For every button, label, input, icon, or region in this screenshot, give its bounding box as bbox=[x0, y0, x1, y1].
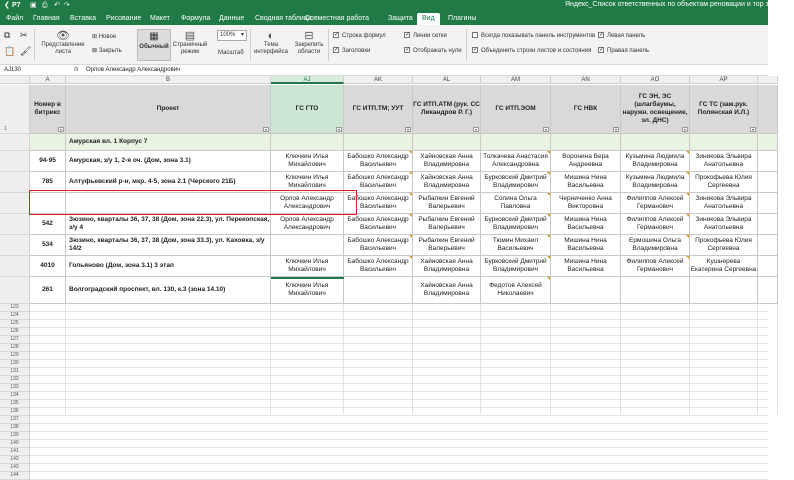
comment-marker bbox=[547, 214, 550, 217]
copy-icon[interactable]: ⧉ bbox=[4, 30, 11, 40]
grid-line bbox=[30, 367, 768, 368]
table-cell-b[interactable]: Волгоградский проспект, вл. 130, к.3 (зона 14.10) bbox=[66, 277, 271, 304]
header-cell-ap[interactable]: ГС ТС (зам.рук. Полянская И.Л.) bbox=[690, 85, 758, 134]
column-header-AO[interactable]: AO bbox=[621, 76, 690, 84]
interface-theme-button[interactable] bbox=[252, 30, 290, 56]
table-cell-aj[interactable]: Орлов Александр Александрович bbox=[271, 214, 344, 235]
table-cell-ak[interactable]: Бабошко Александр Васильевич bbox=[344, 235, 413, 256]
grid-line bbox=[30, 311, 768, 312]
row-header-128[interactable]: 128 bbox=[0, 344, 30, 352]
comment-marker bbox=[686, 193, 689, 196]
table-cell-ap[interactable] bbox=[690, 277, 758, 304]
filter-dropdown-icon[interactable]: ▾ bbox=[683, 127, 686, 132]
normal-view-icon: ▦ bbox=[149, 31, 159, 42]
grid-column-line bbox=[550, 304, 551, 414]
theme-label: Тема интерфейса bbox=[254, 42, 288, 55]
table-cell-aq[interactable] bbox=[758, 151, 778, 172]
table-cell-a[interactable]: 542 bbox=[30, 214, 66, 235]
header-cell-ao[interactable]: ГС ЭН, ЭС (шлагбаумы, наружн. освещение, эл. ДНС) bbox=[621, 85, 690, 134]
row-header[interactable] bbox=[0, 277, 30, 304]
zoom-select[interactable] bbox=[217, 30, 247, 41]
page-break-label: Страничный режим bbox=[172, 42, 208, 55]
table-cell-b[interactable]: Амурская вл. 1 Корпус 7 bbox=[66, 134, 271, 151]
table-cell-ap[interactable]: Зиникова Эльвира Анатольевна bbox=[690, 193, 758, 214]
row-header-127[interactable]: 127 bbox=[0, 336, 30, 344]
gridlines-checkbox[interactable]: ✓ Линии сетки bbox=[405, 32, 447, 39]
table-cell-am[interactable]: Бурковский Дмитрий Владимирович bbox=[481, 214, 551, 235]
table-cell-ao[interactable]: Ермошина Ольга Владимировна bbox=[621, 235, 690, 256]
row-header-124[interactable]: 124 bbox=[0, 312, 30, 320]
table-cell-an[interactable] bbox=[551, 134, 621, 151]
undo-icon[interactable]: ↶ bbox=[54, 2, 60, 9]
table-cell-al[interactable] bbox=[413, 134, 481, 151]
grid-line bbox=[30, 399, 768, 400]
grid-line bbox=[30, 431, 768, 432]
table-cell-aq[interactable] bbox=[758, 172, 778, 193]
table-cell-an[interactable] bbox=[551, 277, 621, 304]
table-cell-an[interactable]: Мишина Нина Васильевна bbox=[551, 214, 621, 235]
table-cell-am[interactable]: Солина Ольга Павловна bbox=[481, 193, 551, 214]
grid-line bbox=[30, 423, 768, 424]
column-header-AM[interactable]: AM bbox=[481, 76, 551, 84]
grid-column-line bbox=[777, 304, 778, 414]
grid-line bbox=[30, 327, 768, 328]
freeze-panes-button[interactable] bbox=[292, 30, 326, 56]
table-cell-a[interactable] bbox=[30, 193, 66, 214]
filter-dropdown-icon[interactable]: ▾ bbox=[264, 127, 267, 132]
grid-line bbox=[30, 463, 768, 464]
filter-dropdown-icon[interactable]: ▾ bbox=[406, 127, 409, 132]
table-cell-ak[interactable]: Бабошко Александр Васильевич bbox=[344, 172, 413, 193]
right-panel-checkbox[interactable]: ✓ Правая панель bbox=[599, 47, 650, 54]
table-cell-al[interactable]: Хайновская Анна Владимировна bbox=[413, 172, 481, 193]
eye-icon: 👁 bbox=[56, 30, 70, 42]
table-cell-a[interactable] bbox=[30, 134, 66, 151]
header-cell-ak[interactable]: ГС ИТП.ТМ; УУТ bbox=[344, 85, 413, 134]
column-header-A[interactable]: A bbox=[30, 76, 66, 84]
column-header-B[interactable]: B bbox=[66, 76, 271, 84]
combine-bars-label: Объединить строки листов и состояния bbox=[481, 48, 592, 54]
format-painter-icon[interactable]: 🖌 bbox=[20, 46, 32, 56]
table-cell-al[interactable]: Хайновская Анна Владимировна bbox=[413, 277, 481, 304]
grid-column-line bbox=[270, 304, 271, 414]
filter-dropdown-icon[interactable]: ▾ bbox=[474, 127, 477, 132]
filter-dropdown-icon[interactable]: ▾ bbox=[59, 127, 62, 132]
close-view-label: Закрыть bbox=[98, 48, 122, 54]
paste-icon[interactable]: 📋 bbox=[4, 46, 16, 56]
combine-bars-checkbox[interactable]: ✓ Объединить строки листов и состояния bbox=[473, 47, 592, 54]
row-header-140[interactable]: 140 bbox=[0, 440, 30, 448]
table-cell-aj[interactable] bbox=[271, 235, 344, 256]
table-cell-aq[interactable] bbox=[758, 214, 778, 235]
row-number: 1 bbox=[4, 126, 7, 132]
table-cell-an[interactable]: Мишина Нина Васильевна bbox=[551, 235, 621, 256]
grid-column-line bbox=[343, 304, 344, 414]
row-header[interactable] bbox=[0, 151, 30, 172]
table-cell-an[interactable]: Черниченко Анна Викторовна bbox=[551, 193, 621, 214]
table-cell-ap[interactable]: Прокофьева Юлия Сергеевна bbox=[690, 235, 758, 256]
row-header-134[interactable]: 134 bbox=[0, 392, 30, 400]
table-cell-aq[interactable] bbox=[758, 235, 778, 256]
table-cell-am[interactable]: Федотов Алексей Николаевич bbox=[481, 277, 551, 304]
fx-icon[interactable]: fx bbox=[74, 67, 79, 73]
freeze-icon: ⊟ bbox=[304, 30, 314, 42]
table-cell-al[interactable]: Хайновская Анна Владимировна bbox=[413, 256, 481, 277]
row-header-131[interactable]: 131 bbox=[0, 368, 30, 376]
filter-dropdown-icon[interactable]: ▾ bbox=[337, 127, 340, 132]
row-header-138[interactable]: 138 bbox=[0, 424, 30, 432]
row-header[interactable] bbox=[0, 235, 30, 256]
table-cell-aq[interactable] bbox=[758, 277, 778, 304]
table-cell-al[interactable]: Хайновская Анна Владимировна bbox=[413, 151, 481, 172]
table-cell-ao[interactable] bbox=[621, 134, 690, 151]
formula-bar bbox=[0, 65, 768, 76]
row-header[interactable] bbox=[0, 256, 30, 277]
column-header-next[interactable] bbox=[758, 76, 778, 84]
grid-column-line bbox=[689, 304, 690, 414]
title-bar bbox=[0, 0, 794, 11]
grid-column-line bbox=[480, 304, 481, 414]
row-header-126[interactable]: 126 bbox=[0, 328, 30, 336]
headers-checkbox-label: Заголовки bbox=[342, 48, 371, 54]
normal-view-button[interactable] bbox=[137, 29, 171, 61]
row-header-144[interactable]: 144 bbox=[0, 472, 30, 480]
row-header-136[interactable]: 136 bbox=[0, 408, 30, 416]
grid-column-line bbox=[412, 304, 413, 414]
grid-column-line bbox=[757, 304, 758, 414]
table-cell-aq[interactable] bbox=[758, 256, 778, 277]
grid-line bbox=[30, 383, 768, 384]
left-panel-checkbox[interactable]: ✓ Левая панель bbox=[599, 32, 646, 39]
table-cell-al[interactable]: Рыбалкин Евгений Валерьевич bbox=[413, 193, 481, 214]
formula-bar-checkbox-label: Строка формул bbox=[342, 33, 386, 39]
table-cell-ap[interactable] bbox=[690, 134, 758, 151]
comment-marker bbox=[409, 193, 412, 196]
menu-tab-10[interactable]: Вид bbox=[417, 13, 440, 25]
show-zeros-checkbox-label: Отображать нули bbox=[413, 48, 462, 54]
column-header-AP[interactable]: AP bbox=[690, 76, 758, 84]
table-cell-b[interactable]: Зюзино, кварталы 36, 37, 38 (Дом, зона 22.3), ул. Перекопская, з/у 4 bbox=[66, 214, 271, 235]
table-cell-aq[interactable] bbox=[758, 134, 778, 151]
table-cell-ak[interactable]: Бабошко Александр Васильевич bbox=[344, 151, 413, 172]
close-view-button[interactable]: ⊠ Закрыть bbox=[92, 48, 122, 54]
column-header-AK[interactable]: AK bbox=[344, 76, 413, 84]
row-header[interactable] bbox=[0, 172, 30, 193]
table-cell-am[interactable]: Толкачева Анастасия Александровна bbox=[481, 151, 551, 172]
table-cell-ao[interactable]: Кузьмина Людмила Владимировна bbox=[621, 151, 690, 172]
comment-marker bbox=[686, 151, 689, 154]
table-cell-a[interactable]: 94-95 bbox=[30, 151, 66, 172]
table-cell-ao[interactable]: Филиппов Алексей Германович bbox=[621, 256, 690, 277]
menu-tab-1[interactable]: Главная bbox=[33, 15, 60, 22]
redo-icon[interactable]: ↷ bbox=[64, 2, 70, 9]
menu-tab-7[interactable]: Сводная таблица bbox=[255, 15, 312, 22]
menu-tab-3[interactable]: Рисование bbox=[106, 15, 142, 22]
zoom-value: 100% bbox=[220, 32, 236, 38]
row-header-130[interactable]: 130 bbox=[0, 360, 30, 368]
table-cell-ao[interactable]: Филиппов Алексей Германович bbox=[621, 214, 690, 235]
table-cell-am[interactable] bbox=[481, 134, 551, 151]
comment-marker bbox=[686, 256, 689, 259]
header-cell-b[interactable]: Проект bbox=[66, 85, 271, 134]
grid-column-line bbox=[65, 304, 66, 414]
grid-line bbox=[30, 375, 768, 376]
new-view-button[interactable]: ⊞ Новое bbox=[92, 34, 117, 40]
menu-tab-4[interactable]: Макет bbox=[150, 15, 170, 22]
comment-marker bbox=[686, 214, 689, 217]
chevron-down-icon: ▾ bbox=[240, 32, 244, 38]
formula-input[interactable]: Орлов Александр Александрович bbox=[86, 67, 181, 73]
table-cell-an[interactable]: Воронина Вера Андреевна bbox=[551, 151, 621, 172]
table-cell-ak[interactable] bbox=[344, 277, 413, 304]
table-cell-al[interactable]: Рыбалкин Евгений Валерьевич bbox=[413, 235, 481, 256]
header-cell-am[interactable]: ГС ИТП.ЭОМ bbox=[481, 85, 551, 134]
row-header-135[interactable]: 135 bbox=[0, 400, 30, 408]
comment-marker bbox=[686, 235, 689, 238]
spreadsheet-grid[interactable] bbox=[0, 76, 768, 478]
grid-line bbox=[30, 407, 768, 408]
table-cell-am[interactable]: Бурковский Дмитрий Владимирович bbox=[481, 172, 551, 193]
menu-tab-9[interactable]: Защита bbox=[388, 15, 413, 22]
table-cell-ap[interactable]: Кушнерева Екатерина Сергеевна bbox=[690, 256, 758, 277]
sheet-view-label: Представление листа bbox=[41, 42, 85, 55]
comment-marker bbox=[409, 151, 412, 154]
gridlines-checkbox-label: Линии сетки bbox=[413, 33, 447, 39]
table-cell-ao[interactable] bbox=[621, 277, 690, 304]
formula-bar-checkbox[interactable]: ✓ Строка формул bbox=[334, 32, 386, 39]
comment-marker bbox=[547, 172, 550, 175]
filter-dropdown-icon[interactable]: ▾ bbox=[544, 127, 547, 132]
page-break-view-button[interactable] bbox=[172, 30, 208, 56]
grid-line bbox=[30, 351, 768, 352]
table-cell-b[interactable]: Амурская, з/у 1, 2-я оч. (Дом, зона 3.1) bbox=[66, 151, 271, 172]
ribbon-view bbox=[0, 25, 768, 65]
filter-dropdown-icon[interactable]: ▾ bbox=[751, 127, 754, 132]
table-cell-b[interactable]: Зюзино, кварталы 36, 37, 38 (Дом, зона 33.3), ул. Каховка, з/у 14/2 bbox=[66, 235, 271, 256]
row-header-143[interactable]: 143 bbox=[0, 464, 30, 472]
table-cell-an[interactable]: Мишина Нина Васильевна bbox=[551, 256, 621, 277]
cut-icon[interactable]: ✂ bbox=[20, 30, 28, 40]
headers-checkbox[interactable]: ✓ Заголовки bbox=[334, 47, 371, 54]
table-cell-ao[interactable]: Кузьмина Людмила Владимировна bbox=[621, 172, 690, 193]
name-box[interactable]: AJ130 bbox=[4, 67, 22, 73]
row-header-125[interactable]: 125 bbox=[0, 320, 30, 328]
grid-line bbox=[30, 335, 768, 336]
comment-marker bbox=[547, 235, 550, 238]
grid-line bbox=[30, 343, 768, 344]
menu-tab-8[interactable]: Совместная работа bbox=[305, 15, 370, 22]
comment-marker bbox=[409, 214, 412, 217]
table-cell-ap[interactable]: Прокофьева Юлия Сергеевна bbox=[690, 172, 758, 193]
table-cell-an[interactable]: Мишина Нина Васильевна bbox=[551, 172, 621, 193]
menu-tab-6[interactable]: Данные bbox=[219, 15, 245, 22]
table-cell-am[interactable]: Бурковский Дмитрий Владимирович bbox=[481, 256, 551, 277]
row-header[interactable] bbox=[0, 193, 30, 214]
freeze-label: Закрепить области bbox=[294, 42, 324, 55]
always-show-toolbar-checkbox[interactable] bbox=[472, 32, 595, 40]
comment-marker bbox=[686, 172, 689, 175]
row-header-133[interactable]: 133 bbox=[0, 384, 30, 392]
always-show-toolbar-label: Всегда показывать панель инструментов bbox=[481, 33, 596, 39]
table-cell-a[interactable]: 534 bbox=[30, 235, 66, 256]
table-cell-aj[interactable]: Ключкин Илья Михайлович bbox=[271, 277, 344, 304]
row-header-142[interactable]: 142 bbox=[0, 456, 30, 464]
comment-marker bbox=[547, 277, 550, 280]
header-cell-aq[interactable] bbox=[758, 85, 778, 134]
column-header-AN[interactable]: AN bbox=[551, 76, 621, 84]
menu-tab-0[interactable]: Файл bbox=[6, 15, 24, 22]
table-cell-a[interactable]: 785 bbox=[30, 172, 66, 193]
menu-tab-5[interactable]: Формула bbox=[181, 15, 211, 22]
table-cell-ak[interactable]: Бабошко Александр Васильевич bbox=[344, 193, 413, 214]
table-cell-b[interactable]: Алтуфьевский р-н, мкр. 4-5, зона 2.1 (Черского 21Б) bbox=[66, 172, 271, 193]
show-zeros-checkbox[interactable]: ✓ Отображать нули bbox=[405, 47, 462, 54]
app-logo: Р7 bbox=[12, 2, 21, 9]
header-cell-aj[interactable]: ГС ГТО bbox=[271, 85, 344, 134]
table-cell-aj[interactable]: Ключкин Илья Михайлович bbox=[271, 172, 344, 193]
table-cell-a[interactable]: 4010 bbox=[30, 256, 66, 277]
print-icon[interactable]: ⎙ bbox=[42, 2, 48, 9]
row-header-1[interactable] bbox=[0, 85, 30, 134]
grid-line bbox=[30, 359, 768, 360]
table-cell-b[interactable] bbox=[66, 193, 271, 214]
comment-marker bbox=[547, 256, 550, 259]
back-icon[interactable]: ❮ bbox=[4, 2, 10, 9]
header-cell-an[interactable]: ГС НВК bbox=[551, 85, 621, 134]
table-cell-aq[interactable] bbox=[758, 193, 778, 214]
table-cell-ao[interactable]: Филиппов Алексей Германович bbox=[621, 193, 690, 214]
new-view-label: Новое bbox=[98, 34, 117, 40]
right-panel-label: Правая панель bbox=[607, 48, 650, 54]
table-cell-ap[interactable]: Зиникова Эльвира Анатольевна bbox=[690, 214, 758, 235]
row-header[interactable] bbox=[0, 134, 30, 151]
document-title: Яндекс_Список ответственных по объектам реновации и тор заказа.xl bbox=[565, 1, 794, 8]
table-cell-ap[interactable]: Зиникова Эльвира Анатольевна bbox=[690, 151, 758, 172]
header-cell-a[interactable]: Номер в битрикс bbox=[30, 85, 66, 134]
row-header-129[interactable]: 129 bbox=[0, 352, 30, 360]
row-header-123[interactable]: 123 bbox=[0, 304, 30, 312]
column-header-AJ[interactable]: AJ bbox=[271, 76, 344, 84]
table-cell-aj[interactable]: Ключкин Илья Михайлович bbox=[271, 256, 344, 277]
row-header-141[interactable]: 141 bbox=[0, 448, 30, 456]
grid-column-line bbox=[620, 304, 621, 414]
row-header[interactable] bbox=[0, 214, 30, 235]
grid-line bbox=[30, 447, 768, 448]
comment-marker bbox=[409, 235, 412, 238]
grid-line bbox=[30, 391, 768, 392]
table-cell-a[interactable]: 261 bbox=[30, 277, 66, 304]
comment-marker bbox=[409, 256, 412, 259]
comment-marker bbox=[409, 172, 412, 175]
table-cell-ak[interactable]: Бабошко Александр Васильевич bbox=[344, 256, 413, 277]
table-cell-am[interactable]: Тюмин Михаил Васильевич bbox=[481, 235, 551, 256]
grid-line bbox=[30, 415, 768, 416]
comment-marker bbox=[547, 151, 550, 154]
grid-line bbox=[30, 455, 768, 456]
table-cell-aj[interactable]: Ключкин Илья Михайлович bbox=[271, 151, 344, 172]
table-cell-aj[interactable] bbox=[271, 134, 344, 151]
menu-tab-2[interactable]: Вставка bbox=[70, 15, 97, 22]
theme-icon: ◐ bbox=[267, 30, 275, 42]
grid-line bbox=[30, 319, 768, 320]
table-cell-al[interactable]: Рыбалкин Евгений Валерьевич bbox=[413, 214, 481, 235]
grid-line bbox=[30, 471, 768, 472]
row-header-132[interactable]: 132 bbox=[0, 376, 30, 384]
header-cell-al[interactable]: ГС ИТП.АТМ (рук. СС Ликандров Р. Г.) bbox=[413, 85, 481, 134]
table-cell-aj[interactable]: Орлов Александр Александрович bbox=[271, 193, 344, 214]
menu-tab-11[interactable]: Плагины bbox=[448, 15, 477, 22]
comment-marker bbox=[547, 193, 550, 196]
column-header-AL[interactable]: AL bbox=[413, 76, 481, 84]
row-header-137[interactable]: 137 bbox=[0, 416, 30, 424]
grid-line bbox=[30, 439, 768, 440]
filter-dropdown-icon[interactable]: ▾ bbox=[614, 127, 617, 132]
sheet-view-button[interactable] bbox=[40, 30, 86, 56]
table-cell-ak[interactable]: Бабошко Александр Васильевич bbox=[344, 214, 413, 235]
menu-bar bbox=[0, 11, 768, 25]
normal-view-label: Обычный bbox=[139, 44, 169, 50]
table-cell-b[interactable]: Гольяново (Дом, зона 3.1) 3 этап bbox=[66, 256, 271, 277]
row-header-139[interactable]: 139 bbox=[0, 432, 30, 440]
table-cell-ak[interactable] bbox=[344, 134, 413, 151]
left-panel-label: Левая панель bbox=[607, 33, 646, 39]
zoom-label: Масштаб bbox=[218, 50, 244, 56]
page-view-icon: ▤ bbox=[184, 30, 196, 42]
select-all-corner[interactable] bbox=[0, 76, 30, 84]
save-icon[interactable]: ▣ bbox=[30, 2, 37, 9]
